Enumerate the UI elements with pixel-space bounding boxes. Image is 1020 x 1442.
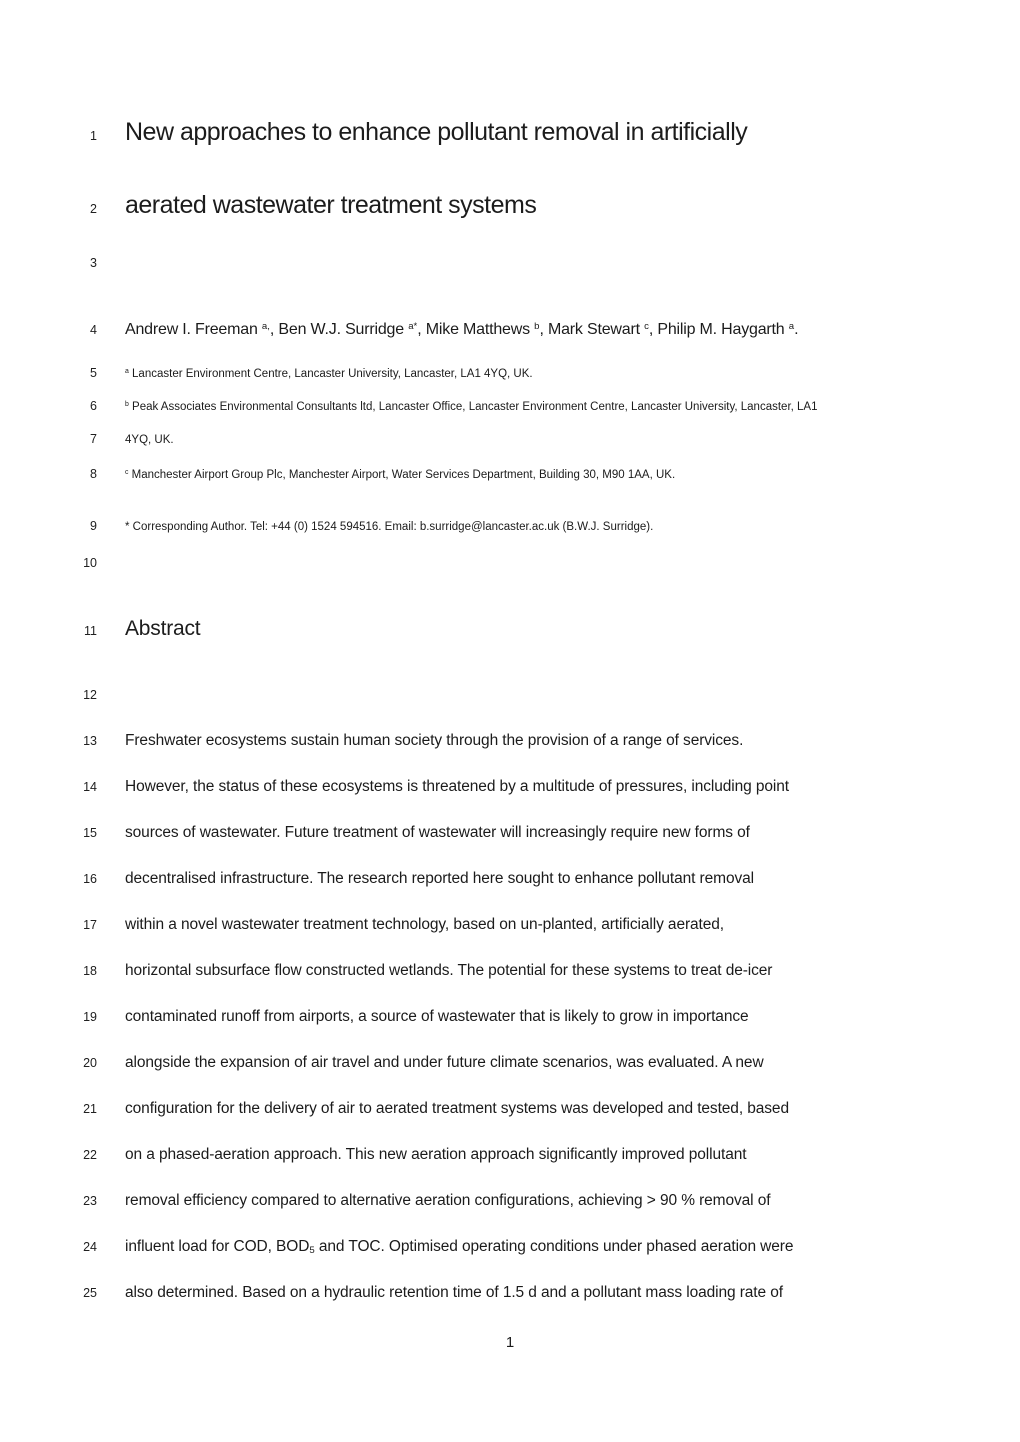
corresponding-author-line [0, 519, 1020, 535]
line-text [125, 434, 174, 448]
abstract-body-line [0, 1008, 1020, 1027]
text-run: alongside the expansion of air travel and under future climate scenarios, was evaluated. A new [125, 1054, 764, 1071]
text-run: horizontal subsurface flow constructed wetlands. The potential for these systems to treat de-icer [125, 962, 773, 979]
line-text [125, 320, 798, 339]
text-run: Freshwater ecosystems sustain human society through the provision of a range of services. [125, 732, 744, 749]
text-run: decentralised infrastructure. The research reported here sought to enhance pollutant removal [125, 870, 754, 887]
abstract-body-line [0, 824, 1020, 843]
title-line [0, 117, 1020, 147]
superscript: a [125, 367, 129, 375]
author-line [0, 320, 1020, 339]
abstract-body-line [0, 1100, 1020, 1119]
line-number: 4 [90, 323, 97, 337]
empty-line [0, 256, 1020, 270]
abstract-body-line [0, 1146, 1020, 1165]
text-run: within a novel wastewater treatment technology, based on un-planted, artificially aerated, [125, 916, 725, 933]
line-number: 9 [90, 519, 97, 533]
empty-line [0, 688, 1020, 702]
abstract-body-line [0, 916, 1020, 935]
line-text [125, 824, 750, 843]
line-text [125, 117, 747, 147]
text-run: , Ben W.J. Surridge [269, 321, 409, 338]
line-number: 16 [83, 872, 97, 886]
text-run: aerated wastewater treatment systems [125, 191, 537, 219]
line-number: 18 [83, 964, 97, 978]
line-text [125, 732, 743, 751]
text-run: contaminated runoff from airports, a source of wastewater that is likely to grow in importance [125, 1008, 749, 1025]
line-number: 19 [83, 1010, 97, 1024]
line-number: 12 [83, 688, 97, 702]
line-number: 5 [90, 366, 97, 380]
text-run: However, the status of these ecosystems is threatened by a multitude of pressures, including point [125, 778, 789, 795]
superscript: a, [261, 320, 270, 332]
text-run: Andrew I. Freeman [125, 321, 262, 338]
text-run: * Corresponding Author. Tel: +44 (0) 1524 594516. Email: b.surridge@lancaster.ac.uk (B.W.J. Surridge). [125, 521, 654, 533]
line-number: 17 [83, 918, 97, 932]
text-run: influent load for COD, BOD [125, 1238, 310, 1255]
line-text [125, 521, 653, 535]
superscript: c [125, 468, 129, 476]
superscript: a* [408, 320, 418, 332]
line-text [125, 870, 754, 889]
line-text [125, 1100, 789, 1119]
text-run: New approaches to enhance pollutant removal in artificially [125, 118, 748, 146]
abstract-body-line [0, 962, 1020, 981]
text-run: sources of wastewater. Future treatment of wastewater will increasingly require new forms of [125, 824, 750, 841]
line-number: 2 [90, 202, 97, 216]
text-run: , Mark Stewart [539, 321, 645, 338]
abstract-body-line [0, 1284, 1020, 1303]
abstract-body-line [0, 778, 1020, 797]
text-run: also determined. Based on a hydraulic retention time of 1.5 d and a pollutant mass loading rate of [125, 1284, 783, 1301]
line-text [125, 778, 789, 797]
line-text [125, 1008, 749, 1027]
text-run: and TOC. Optimised operating conditions under phased aeration were [314, 1238, 794, 1255]
line-number: 22 [83, 1148, 97, 1162]
line-number: 6 [90, 399, 97, 413]
affiliation-line [0, 366, 1020, 382]
line-number: 7 [90, 432, 97, 446]
line-text [125, 1192, 770, 1211]
abstract-body-line [0, 870, 1020, 889]
line-number: 10 [83, 556, 97, 570]
empty-line [0, 556, 1020, 570]
text-run: Manchester Airport Group Plc, Manchester Airport, Water Services Department, Building 30, M90 1AA, UK. [128, 469, 676, 481]
line-text [125, 616, 200, 641]
superscript: b [534, 320, 540, 332]
line-text [125, 1054, 764, 1073]
text-run: Abstract [125, 617, 201, 640]
text-run: Lancaster Environment Centre, Lancaster University, Lancaster, LA1 4YQ, UK. [128, 368, 533, 380]
affiliation-line [0, 467, 1020, 483]
line-text [125, 469, 675, 483]
line-text [125, 962, 772, 981]
page-number: 1 [505, 1334, 515, 1351]
affiliation-line [0, 399, 1020, 415]
line-number: 24 [83, 1240, 97, 1254]
affiliation-line [0, 432, 1020, 448]
text-run: removal efficiency compared to alternative aeration configurations, achieving > 90 % removal of [125, 1192, 771, 1209]
superscript: a [788, 320, 795, 332]
text-run: configuration for the delivery of air to aerated treatment systems was developed and tested, based [125, 1100, 789, 1117]
text-run: Peak Associates Environmental Consultants ltd, Lancaster Office, Lancaster Environment Centre, Lancaster University, Lancaster, LA1 [128, 401, 818, 413]
text-run: on a phased-aeration approach. This new aeration approach significantly improved pollutant [125, 1146, 747, 1163]
line-number: 14 [83, 780, 97, 794]
line-number: 15 [83, 826, 97, 840]
line-number: 25 [83, 1286, 97, 1300]
line-number: 3 [90, 256, 97, 270]
subscript: 5 [309, 1244, 315, 1256]
text-run: . [794, 321, 799, 338]
line-number: 23 [83, 1194, 97, 1208]
line-text [125, 1284, 783, 1303]
line-text [125, 916, 724, 935]
abstract-body-line [0, 732, 1020, 751]
line-number: 1 [90, 129, 97, 143]
line-text [125, 1146, 746, 1165]
line-text [125, 190, 536, 220]
superscript: c [644, 320, 649, 332]
abstract-heading [0, 616, 1020, 641]
abstract-body-line [0, 1192, 1020, 1211]
superscript: b [125, 400, 129, 408]
abstract-body-line [0, 1238, 1020, 1257]
title-line [0, 190, 1020, 220]
text-run: , Mike Matthews [417, 321, 535, 338]
line-number: 11 [84, 624, 97, 638]
line-number: 8 [90, 467, 97, 481]
line-text [125, 368, 533, 382]
text-run: , Philip M. Haygarth [648, 321, 789, 338]
line-number: 20 [83, 1056, 97, 1070]
abstract-body-line [0, 1054, 1020, 1073]
text-run: 4YQ, UK. [125, 434, 174, 446]
line-number: 13 [83, 734, 97, 748]
line-number: 21 [83, 1102, 97, 1116]
line-text [125, 401, 818, 415]
line-text [125, 1238, 793, 1257]
